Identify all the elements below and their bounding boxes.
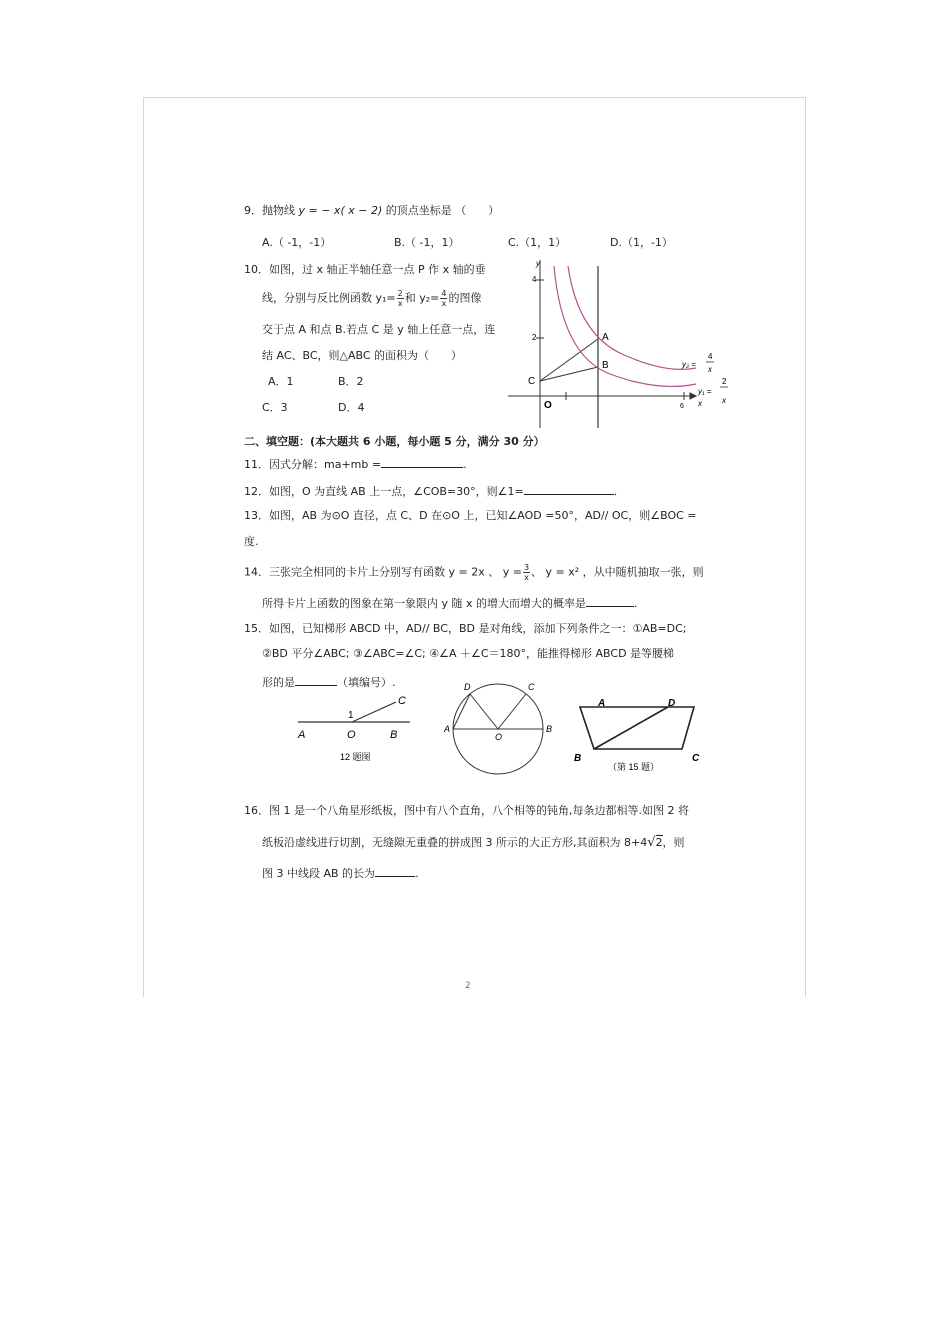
q10-option-d: D．4 — [338, 401, 365, 414]
ray-oc — [352, 702, 396, 722]
question-14-line2: 所得卡片上函数的图象在第一象限内 y 随 x 的增大而增大的概率是 . — [262, 597, 638, 610]
question-16-line1: 16．图 1 是一个八角星形纸板，图中有八个直角，八个相等的钝角,每条边都相等.如图 2 将 — [244, 804, 689, 817]
figure-13 — [440, 678, 560, 778]
y1-label: y₁ = — [698, 387, 712, 396]
question-10-line1: 10．如图，过 x 轴正半轴任意一点 P 作 x 轴的垂 — [244, 263, 486, 276]
segment-ca — [540, 339, 598, 381]
q10-option-a: A．1 — [268, 375, 294, 388]
page-frame — [143, 97, 806, 997]
axis-x-label: x — [698, 399, 702, 408]
trapezoid-abcd — [580, 707, 694, 749]
figure-15 — [570, 693, 710, 775]
q10-option-b: B．2 — [338, 375, 364, 388]
question-16-line2: 纸板沿虚线进行切割，无缝隙无重叠的拼成图 3 所示的大正方形,其面积为 8+4√2，则 — [262, 835, 685, 850]
question-13-line2: 度. — [244, 535, 259, 548]
point-c-label: C — [528, 376, 536, 387]
question-15-line1: 15．如图，已知梯形 ABCD 中，AD// BC，BD 是对角线，添加下列条件之一：①AB=DC; — [244, 622, 687, 635]
sqrt-symbol: √ — [647, 835, 656, 850]
tick-2: 2 — [532, 333, 537, 342]
q10-graph — [500, 256, 740, 432]
question-14-line1: 14．三张完全相同的卡片上分别写有函数 y = 2x 、 y = $\frac{3}{x}$ 、 y = x² ，从中随机抽取一张，则 — [244, 563, 704, 582]
y1-num: 2 — [722, 377, 727, 386]
y1-den: x — [722, 396, 726, 405]
page-number: 2 — [465, 981, 471, 991]
axis-y-label: y — [536, 259, 540, 268]
answer-blank-15 — [295, 674, 337, 686]
chord-ad — [453, 694, 470, 729]
question-13-line1: 13．如图，AB 为⊙O 直径，点 C、D 在⊙O 上，已知∠AOD =50°，AD// OC，则∠BOC = — [244, 509, 697, 522]
q10-option-c: C．3 — [262, 401, 288, 414]
point-b-label: B — [602, 360, 609, 371]
fig13-label-o: O — [495, 732, 503, 742]
answer-blank-16 — [375, 865, 415, 877]
section-2-title: 二、填空题：(本大题共 6 小题，每小题 5 分，满分 30 分） — [244, 435, 545, 448]
question-9-stem: 9．抛物线 y = − x( x − 2) 的顶点坐标是 （ ） — [244, 204, 500, 217]
y2-label: y₂ = — [682, 360, 696, 369]
answer-blank-12 — [524, 483, 614, 495]
fig13-label-b: B — [546, 724, 553, 734]
figure-12 — [290, 690, 420, 770]
answer-blank-14 — [586, 595, 634, 607]
fig12-label-o: O — [347, 729, 356, 741]
curve-y1 — [554, 266, 696, 386]
tick-6: 6 — [680, 403, 684, 410]
segment-cb — [540, 367, 598, 381]
radius-oc — [498, 694, 526, 729]
fig12-angle-1: 1 — [348, 710, 354, 721]
curve-y2 — [568, 266, 696, 369]
q9-option-d: D.（1，-1） — [610, 236, 673, 249]
y2-den: x — [708, 365, 712, 374]
q9-option-a: A.（ -1，-1） — [262, 236, 332, 249]
point-a-label: A — [602, 332, 609, 343]
fig15-caption: （第 15 题） — [608, 762, 660, 772]
fig13-label-a: A — [444, 724, 451, 734]
fig12-label-a: A — [298, 729, 306, 741]
fig12-caption: 12 题图 — [340, 752, 371, 762]
origin-label: O — [544, 400, 552, 411]
question-15-line2: ②BD 平分∠ABC; ③∠ABC=∠C; ④∠A ＋∠C＝180°，能推得梯形 ABCD 是等腰梯 — [262, 647, 675, 660]
question-15-line3: 形的是 （填编号）. — [262, 676, 396, 689]
question-10-line2: 线，分别与反比例函数 y₁= $\frac{2}{x}$ 和 y₂= $\frac{4}{x}$ 的图像 — [262, 289, 482, 308]
question-10-line3: 交于点 A 和点 B.若点 C 是 y 轴上任意一点，连 — [262, 323, 496, 336]
fig15-label-c: C — [692, 753, 700, 764]
x-axis-arrow — [690, 393, 696, 399]
fig13-label-d: D — [464, 682, 471, 692]
question-16-line3: 图 3 中线段 AB 的长为 . — [262, 867, 419, 880]
tick-4: 4 — [532, 275, 537, 284]
fig15-label-b: B — [574, 753, 582, 764]
q9-option-c: C.（1，1） — [508, 236, 567, 249]
fig12-label-c: C — [398, 695, 406, 707]
fig13-label-c: C — [528, 682, 535, 692]
fig15-label-a: A — [598, 698, 606, 709]
radius-od — [470, 694, 498, 729]
fig15-label-d: D — [668, 698, 676, 709]
question-10-line4: 结 AC、BC，则△ABC 的面积为（ ） — [262, 349, 463, 362]
fig12-label-b: B — [390, 729, 398, 741]
y2-num: 4 — [708, 352, 713, 361]
q9-option-b: B.（ -1，1） — [394, 236, 460, 249]
answer-blank-11 — [381, 456, 463, 468]
question-12: 12．如图，O 为直线 AB 上一点，∠COB=30°，则∠1= . — [244, 485, 618, 498]
diagonal-bd — [594, 707, 668, 749]
question-11: 11．因式分解：ma+mb = . — [244, 458, 467, 471]
